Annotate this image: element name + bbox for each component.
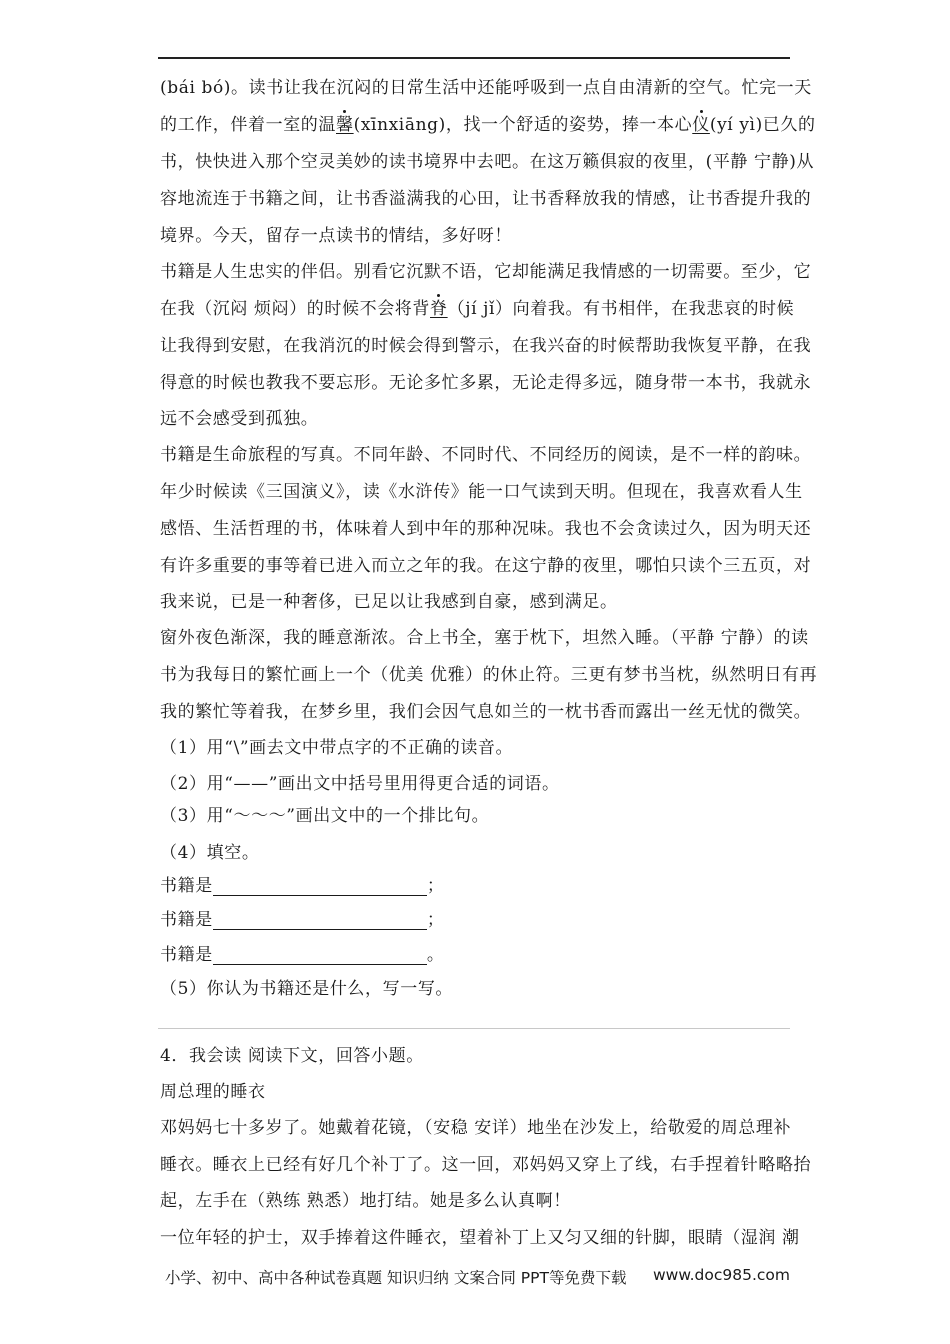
question-4: （4）填空。 bbox=[160, 843, 260, 863]
passage-line: 得意的时候也教我不要忘形。无论多忙多累，无论走得多远，随身带一本书，我就永 bbox=[160, 373, 812, 393]
answer-blank[interactable] bbox=[213, 878, 427, 896]
footer-link[interactable]: www.doc985.com bbox=[653, 1266, 790, 1284]
passage-line: 我来说，已是一种奢侈，已足以让我感到自豪，感到满足。 bbox=[160, 592, 618, 612]
passage-line: 睡衣。睡衣上已经有好几个补丁了。这一回，邓妈妈又穿上了线，右手捏着针略略抬 bbox=[160, 1155, 812, 1175]
passage-line: 让我得到安慰，在我消沉的时候会得到警示，在我兴奋的时候帮助我恢复平静，在我 bbox=[160, 336, 812, 356]
passage-line: 书，快快进入那个空灵美妙的读书境界中去吧。在这万籁俱寂的夜里，(平静 宁静)从 bbox=[160, 152, 815, 172]
passage-title: 周总理的睡衣 bbox=[160, 1082, 266, 1102]
passage-line: 窗外夜色渐深，我的睡意渐浓。合上书全，塞于枕下，坦然入睡。（平静 宁静）的读 bbox=[160, 628, 809, 648]
passage-line: 的工作，伴着一室的温馨(xīnxiāng)，找一个舒适的姿势，捧一本心仪(yí yì)已久的 bbox=[160, 115, 816, 135]
fill-in-line: 书籍是 ； bbox=[160, 910, 445, 930]
fill-in-line: 书籍是 ； bbox=[160, 876, 445, 896]
passage-line: 有许多重要的事等着已进入而立之年的我。在这宁静的夜里，哪怕只读个三五页，对 bbox=[160, 556, 812, 576]
passage-line: 容地流连于书籍之间，让书香溢满我的心田，让书香释放我的情感，让书香提升我的 bbox=[160, 189, 812, 209]
dotted-char: 馨 bbox=[336, 115, 354, 135]
passage-line: 书籍是生命旅程的写真。不同年龄、不同时代、不同经历的阅读，是不一样的韵味。 bbox=[160, 445, 812, 465]
passage-line: (bái bó)。读书让我在沉闷的日常生活中还能呼吸到一点自由清新的空气。忙完一天 bbox=[160, 78, 812, 98]
passage-line: 邓妈妈七十多岁了。她戴着花镜，（安稳 安详）地坐在沙发上，给敬爱的周总理补 bbox=[160, 1118, 792, 1138]
passage-line: 起，左手在（熟练 熟悉）地打结。她是多么认真啊！ bbox=[160, 1191, 571, 1211]
page-footer bbox=[165, 1266, 790, 1288]
passage-line: 书为我每日的繁忙画上一个（优美 优雅）的休止符。三更有梦书当枕，纵然明日有再 bbox=[160, 665, 818, 685]
answer-blank[interactable] bbox=[213, 947, 427, 965]
dotted-char: 仪 bbox=[692, 115, 710, 135]
passage-line: 一位年轻的护士，双手捧着这件睡衣，望着补丁上又匀又细的针脚，眼睛（湿润 潮 bbox=[160, 1228, 800, 1248]
passage-line: 境界。今天，留存一点读书的情结，多好呀！ bbox=[160, 226, 512, 246]
passage-line: 年少时候读《三国演义》，读《水浒传》能一口气读到天明。但现在，我喜欢看人生 bbox=[160, 482, 803, 502]
passage-line: 感悟、生活哲理的书，体味着人到中年的那种况味。我也不会贪读过久，因为明天还 bbox=[160, 519, 812, 539]
passage-line: 远不会感受到孤独。 bbox=[160, 409, 319, 429]
section-divider bbox=[158, 1028, 790, 1029]
question-3: （3）用“～～～”画出文中的一个排比句。 bbox=[160, 806, 490, 826]
passage-line: 在我（沉闷 烦闷）的时候不会将背脊（jí jǐ）向着我。有书相伴，在我悲哀的时候 bbox=[160, 299, 795, 319]
passage-line: 我的繁忙等着我，在梦乡里，我们会因气息如兰的一枕书香而露出一丝无忧的微笑。 bbox=[160, 702, 812, 722]
passage-line: 书籍是人生忠实的伴侣。别看它沉默不语，它却能满足我情感的一切需要。至少，它 bbox=[160, 262, 812, 282]
fill-in-line: 书籍是 。 bbox=[160, 945, 445, 965]
footer-text: 小学、初中、高中各种试卷真题 知识归纳 文案合同 PPT等免费下载 bbox=[165, 1269, 627, 1287]
dotted-char: 脊 bbox=[430, 299, 448, 319]
question-heading: 4．我会读 阅读下文，回答小题。 bbox=[160, 1046, 424, 1066]
answer-blank[interactable] bbox=[213, 912, 427, 930]
top-rule bbox=[158, 57, 790, 59]
question-1: （1）用“\”画去文中带点字的不正确的读音。 bbox=[160, 738, 514, 758]
question-2: （2）用“——”画出文中括号里用得更合适的词语。 bbox=[160, 774, 560, 794]
question-5: （5）你认为书籍还是什么，写一写。 bbox=[160, 979, 454, 999]
